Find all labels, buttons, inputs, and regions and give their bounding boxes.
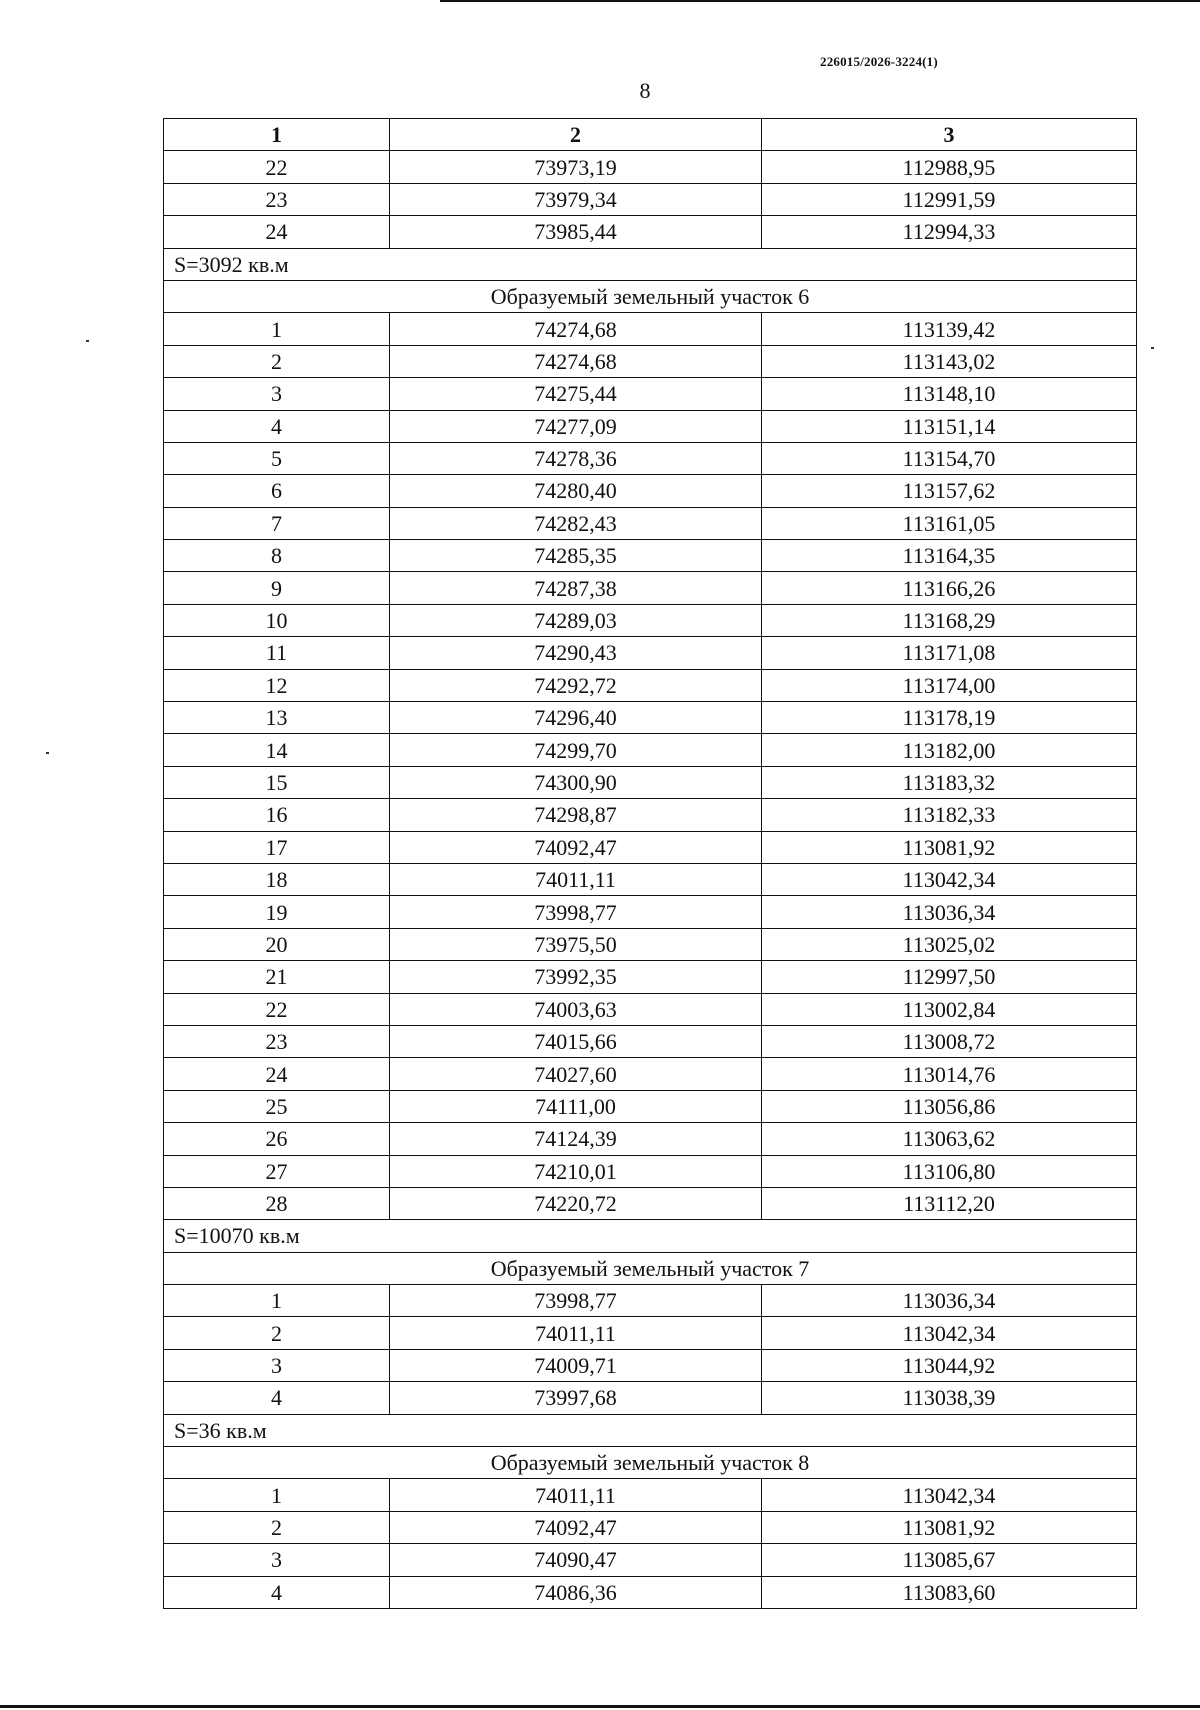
y-coordinate-cell: 113036,34 xyxy=(762,896,1137,928)
table-row xyxy=(164,313,1137,345)
x-coordinate-cell: 74277,09 xyxy=(390,410,762,442)
table-row xyxy=(164,1155,1137,1187)
point-number-cell: 9 xyxy=(164,572,390,604)
y-coordinate-cell: 113154,70 xyxy=(762,442,1137,474)
table-row xyxy=(164,216,1137,248)
column-header: 2 xyxy=(390,119,762,151)
column-header: 3 xyxy=(762,119,1137,151)
x-coordinate-cell: 74090,47 xyxy=(390,1544,762,1576)
point-number-cell: 3 xyxy=(164,378,390,410)
x-coordinate-cell: 74296,40 xyxy=(390,702,762,734)
table-row xyxy=(164,345,1137,377)
y-coordinate-cell: 113182,33 xyxy=(762,799,1137,831)
table-row xyxy=(164,1285,1137,1317)
y-coordinate-cell: 112988,95 xyxy=(762,151,1137,183)
point-number-cell: 24 xyxy=(164,216,390,248)
x-coordinate-cell: 74011,11 xyxy=(390,863,762,895)
y-coordinate-cell: 113081,92 xyxy=(762,1511,1137,1543)
y-coordinate-cell: 113081,92 xyxy=(762,831,1137,863)
x-coordinate-cell: 74003,63 xyxy=(390,993,762,1025)
table-row xyxy=(164,734,1137,766)
y-coordinate-cell: 112991,59 xyxy=(762,183,1137,215)
table-row xyxy=(164,507,1137,539)
x-coordinate-cell: 74210,01 xyxy=(390,1155,762,1187)
y-coordinate-cell: 113148,10 xyxy=(762,378,1137,410)
y-coordinate-cell: 113014,76 xyxy=(762,1058,1137,1090)
table-row xyxy=(164,1382,1137,1414)
point-number-cell: 10 xyxy=(164,604,390,636)
coordinates-table xyxy=(163,118,1137,1609)
y-coordinate-cell: 113161,05 xyxy=(762,507,1137,539)
point-number-cell: 25 xyxy=(164,1090,390,1122)
y-coordinate-cell: 113143,02 xyxy=(762,345,1137,377)
x-coordinate-cell: 74274,68 xyxy=(390,345,762,377)
point-number-cell: 23 xyxy=(164,183,390,215)
y-coordinate-cell: 113083,60 xyxy=(762,1576,1137,1608)
x-coordinate-cell: 74011,11 xyxy=(390,1317,762,1349)
x-coordinate-cell: 74009,71 xyxy=(390,1349,762,1381)
x-coordinate-cell: 74278,36 xyxy=(390,442,762,474)
table-row xyxy=(164,183,1137,215)
table-row xyxy=(164,604,1137,636)
x-coordinate-cell: 74124,39 xyxy=(390,1123,762,1155)
x-coordinate-cell: 73998,77 xyxy=(390,1285,762,1317)
area-total: S=10070 кв.м xyxy=(164,1220,1137,1252)
y-coordinate-cell: 113042,34 xyxy=(762,1317,1137,1349)
y-coordinate-cell: 113166,26 xyxy=(762,572,1137,604)
y-coordinate-cell: 113151,14 xyxy=(762,410,1137,442)
y-coordinate-cell: 112994,33 xyxy=(762,216,1137,248)
table-row xyxy=(164,961,1137,993)
table-row xyxy=(164,1187,1137,1219)
table-row xyxy=(164,1576,1137,1608)
point-number-cell: 13 xyxy=(164,702,390,734)
table-row xyxy=(164,1544,1137,1576)
table-row xyxy=(164,572,1137,604)
table-row xyxy=(164,993,1137,1025)
point-number-cell: 15 xyxy=(164,766,390,798)
y-coordinate-cell: 113112,20 xyxy=(762,1187,1137,1219)
y-coordinate-cell: 113139,42 xyxy=(762,313,1137,345)
x-coordinate-cell: 73973,19 xyxy=(390,151,762,183)
point-number-cell: 1 xyxy=(164,1285,390,1317)
x-coordinate-cell: 74111,00 xyxy=(390,1090,762,1122)
table-row xyxy=(164,151,1137,183)
table-header-row xyxy=(164,119,1137,151)
point-number-cell: 28 xyxy=(164,1187,390,1219)
x-coordinate-cell: 74015,66 xyxy=(390,1025,762,1057)
point-number-cell: 18 xyxy=(164,863,390,895)
section-title-row xyxy=(164,1252,1137,1284)
table-row xyxy=(164,669,1137,701)
point-number-cell: 19 xyxy=(164,896,390,928)
y-coordinate-cell: 113038,39 xyxy=(762,1382,1137,1414)
area-total-row xyxy=(164,1220,1137,1252)
area-total: S=36 кв.м xyxy=(164,1414,1137,1446)
y-coordinate-cell: 113168,29 xyxy=(762,604,1137,636)
y-coordinate-cell: 113178,19 xyxy=(762,702,1137,734)
point-number-cell: 5 xyxy=(164,442,390,474)
x-coordinate-cell: 73985,44 xyxy=(390,216,762,248)
x-coordinate-cell: 74027,60 xyxy=(390,1058,762,1090)
y-coordinate-cell: 113182,00 xyxy=(762,734,1137,766)
top-edge-rule xyxy=(440,0,1200,2)
y-coordinate-cell: 113002,84 xyxy=(762,993,1137,1025)
point-number-cell: 23 xyxy=(164,1025,390,1057)
table-row xyxy=(164,637,1137,669)
y-coordinate-cell: 113042,34 xyxy=(762,1479,1137,1511)
page-number: 8 xyxy=(639,78,651,103)
table-row xyxy=(164,1349,1137,1381)
scan-speck xyxy=(46,752,49,754)
point-number-cell: 14 xyxy=(164,734,390,766)
table-row xyxy=(164,378,1137,410)
x-coordinate-cell: 74290,43 xyxy=(390,637,762,669)
document-number: 226015/2026-3224(1) xyxy=(820,54,938,69)
x-coordinate-cell: 74292,72 xyxy=(390,669,762,701)
x-coordinate-cell: 74274,68 xyxy=(390,313,762,345)
point-number-cell: 4 xyxy=(164,1576,390,1608)
point-number-cell: 27 xyxy=(164,1155,390,1187)
y-coordinate-cell: 113008,72 xyxy=(762,1025,1137,1057)
y-coordinate-cell: 113036,34 xyxy=(762,1285,1137,1317)
point-number-cell: 7 xyxy=(164,507,390,539)
point-number-cell: 3 xyxy=(164,1349,390,1381)
point-number-cell: 12 xyxy=(164,669,390,701)
x-coordinate-cell: 73998,77 xyxy=(390,896,762,928)
x-coordinate-cell: 74282,43 xyxy=(390,507,762,539)
table-row xyxy=(164,799,1137,831)
point-number-cell: 2 xyxy=(164,345,390,377)
scan-speck xyxy=(1151,347,1154,349)
y-coordinate-cell: 113106,80 xyxy=(762,1155,1137,1187)
section-title-row xyxy=(164,280,1137,312)
x-coordinate-cell: 74289,03 xyxy=(390,604,762,636)
y-coordinate-cell: 113164,35 xyxy=(762,540,1137,572)
section-title: Образуемый земельный участок 8 xyxy=(164,1447,1137,1479)
x-coordinate-cell: 73997,68 xyxy=(390,1382,762,1414)
x-coordinate-cell: 74298,87 xyxy=(390,799,762,831)
table-row xyxy=(164,766,1137,798)
point-number-cell: 1 xyxy=(164,1479,390,1511)
y-coordinate-cell: 113085,67 xyxy=(762,1544,1137,1576)
y-coordinate-cell: 113183,32 xyxy=(762,766,1137,798)
x-coordinate-cell: 74300,90 xyxy=(390,766,762,798)
bottom-edge-rule xyxy=(0,1705,1200,1708)
point-number-cell: 16 xyxy=(164,799,390,831)
y-coordinate-cell: 113056,86 xyxy=(762,1090,1137,1122)
table-row xyxy=(164,475,1137,507)
x-coordinate-cell: 74287,38 xyxy=(390,572,762,604)
table-row xyxy=(164,928,1137,960)
area-total-row xyxy=(164,1414,1137,1446)
point-number-cell: 4 xyxy=(164,410,390,442)
x-coordinate-cell: 74299,70 xyxy=(390,734,762,766)
table-row xyxy=(164,1123,1137,1155)
table-row xyxy=(164,1058,1137,1090)
scan-speck xyxy=(86,340,89,342)
table-row xyxy=(164,896,1137,928)
y-coordinate-cell: 113025,02 xyxy=(762,928,1137,960)
x-coordinate-cell: 73992,35 xyxy=(390,961,762,993)
table-row xyxy=(164,410,1137,442)
point-number-cell: 6 xyxy=(164,475,390,507)
table-row xyxy=(164,1090,1137,1122)
point-number-cell: 11 xyxy=(164,637,390,669)
x-coordinate-cell: 74011,11 xyxy=(390,1479,762,1511)
point-number-cell: 22 xyxy=(164,993,390,1025)
y-coordinate-cell: 113174,00 xyxy=(762,669,1137,701)
x-coordinate-cell: 74280,40 xyxy=(390,475,762,507)
x-coordinate-cell: 74092,47 xyxy=(390,831,762,863)
table-row xyxy=(164,702,1137,734)
table-row xyxy=(164,831,1137,863)
point-number-cell: 17 xyxy=(164,831,390,863)
table-row xyxy=(164,863,1137,895)
point-number-cell: 4 xyxy=(164,1382,390,1414)
y-coordinate-cell: 112997,50 xyxy=(762,961,1137,993)
y-coordinate-cell: 113044,92 xyxy=(762,1349,1137,1381)
point-number-cell: 1 xyxy=(164,313,390,345)
point-number-cell: 3 xyxy=(164,1544,390,1576)
point-number-cell: 22 xyxy=(164,151,390,183)
point-number-cell: 8 xyxy=(164,540,390,572)
y-coordinate-cell: 113157,62 xyxy=(762,475,1137,507)
section-title: Образуемый земельный участок 6 xyxy=(164,280,1137,312)
table-row xyxy=(164,442,1137,474)
section-title-row xyxy=(164,1447,1137,1479)
x-coordinate-cell: 74275,44 xyxy=(390,378,762,410)
x-coordinate-cell: 73979,34 xyxy=(390,183,762,215)
point-number-cell: 21 xyxy=(164,961,390,993)
x-coordinate-cell: 73975,50 xyxy=(390,928,762,960)
column-header: 1 xyxy=(164,119,390,151)
table-row xyxy=(164,1479,1137,1511)
section-title: Образуемый земельный участок 7 xyxy=(164,1252,1137,1284)
x-coordinate-cell: 74285,35 xyxy=(390,540,762,572)
table-row xyxy=(164,1025,1137,1057)
point-number-cell: 20 xyxy=(164,928,390,960)
y-coordinate-cell: 113063,62 xyxy=(762,1123,1137,1155)
table-row xyxy=(164,1317,1137,1349)
x-coordinate-cell: 74092,47 xyxy=(390,1511,762,1543)
table-row xyxy=(164,540,1137,572)
x-coordinate-cell: 74220,72 xyxy=(390,1187,762,1219)
point-number-cell: 24 xyxy=(164,1058,390,1090)
point-number-cell: 2 xyxy=(164,1511,390,1543)
table-row xyxy=(164,1511,1137,1543)
y-coordinate-cell: 113171,08 xyxy=(762,637,1137,669)
point-number-cell: 26 xyxy=(164,1123,390,1155)
point-number-cell: 2 xyxy=(164,1317,390,1349)
table-body xyxy=(164,151,1137,1609)
y-coordinate-cell: 113042,34 xyxy=(762,863,1137,895)
x-coordinate-cell: 74086,36 xyxy=(390,1576,762,1608)
area-total-row xyxy=(164,248,1137,280)
area-total: S=3092 кв.м xyxy=(164,248,1137,280)
